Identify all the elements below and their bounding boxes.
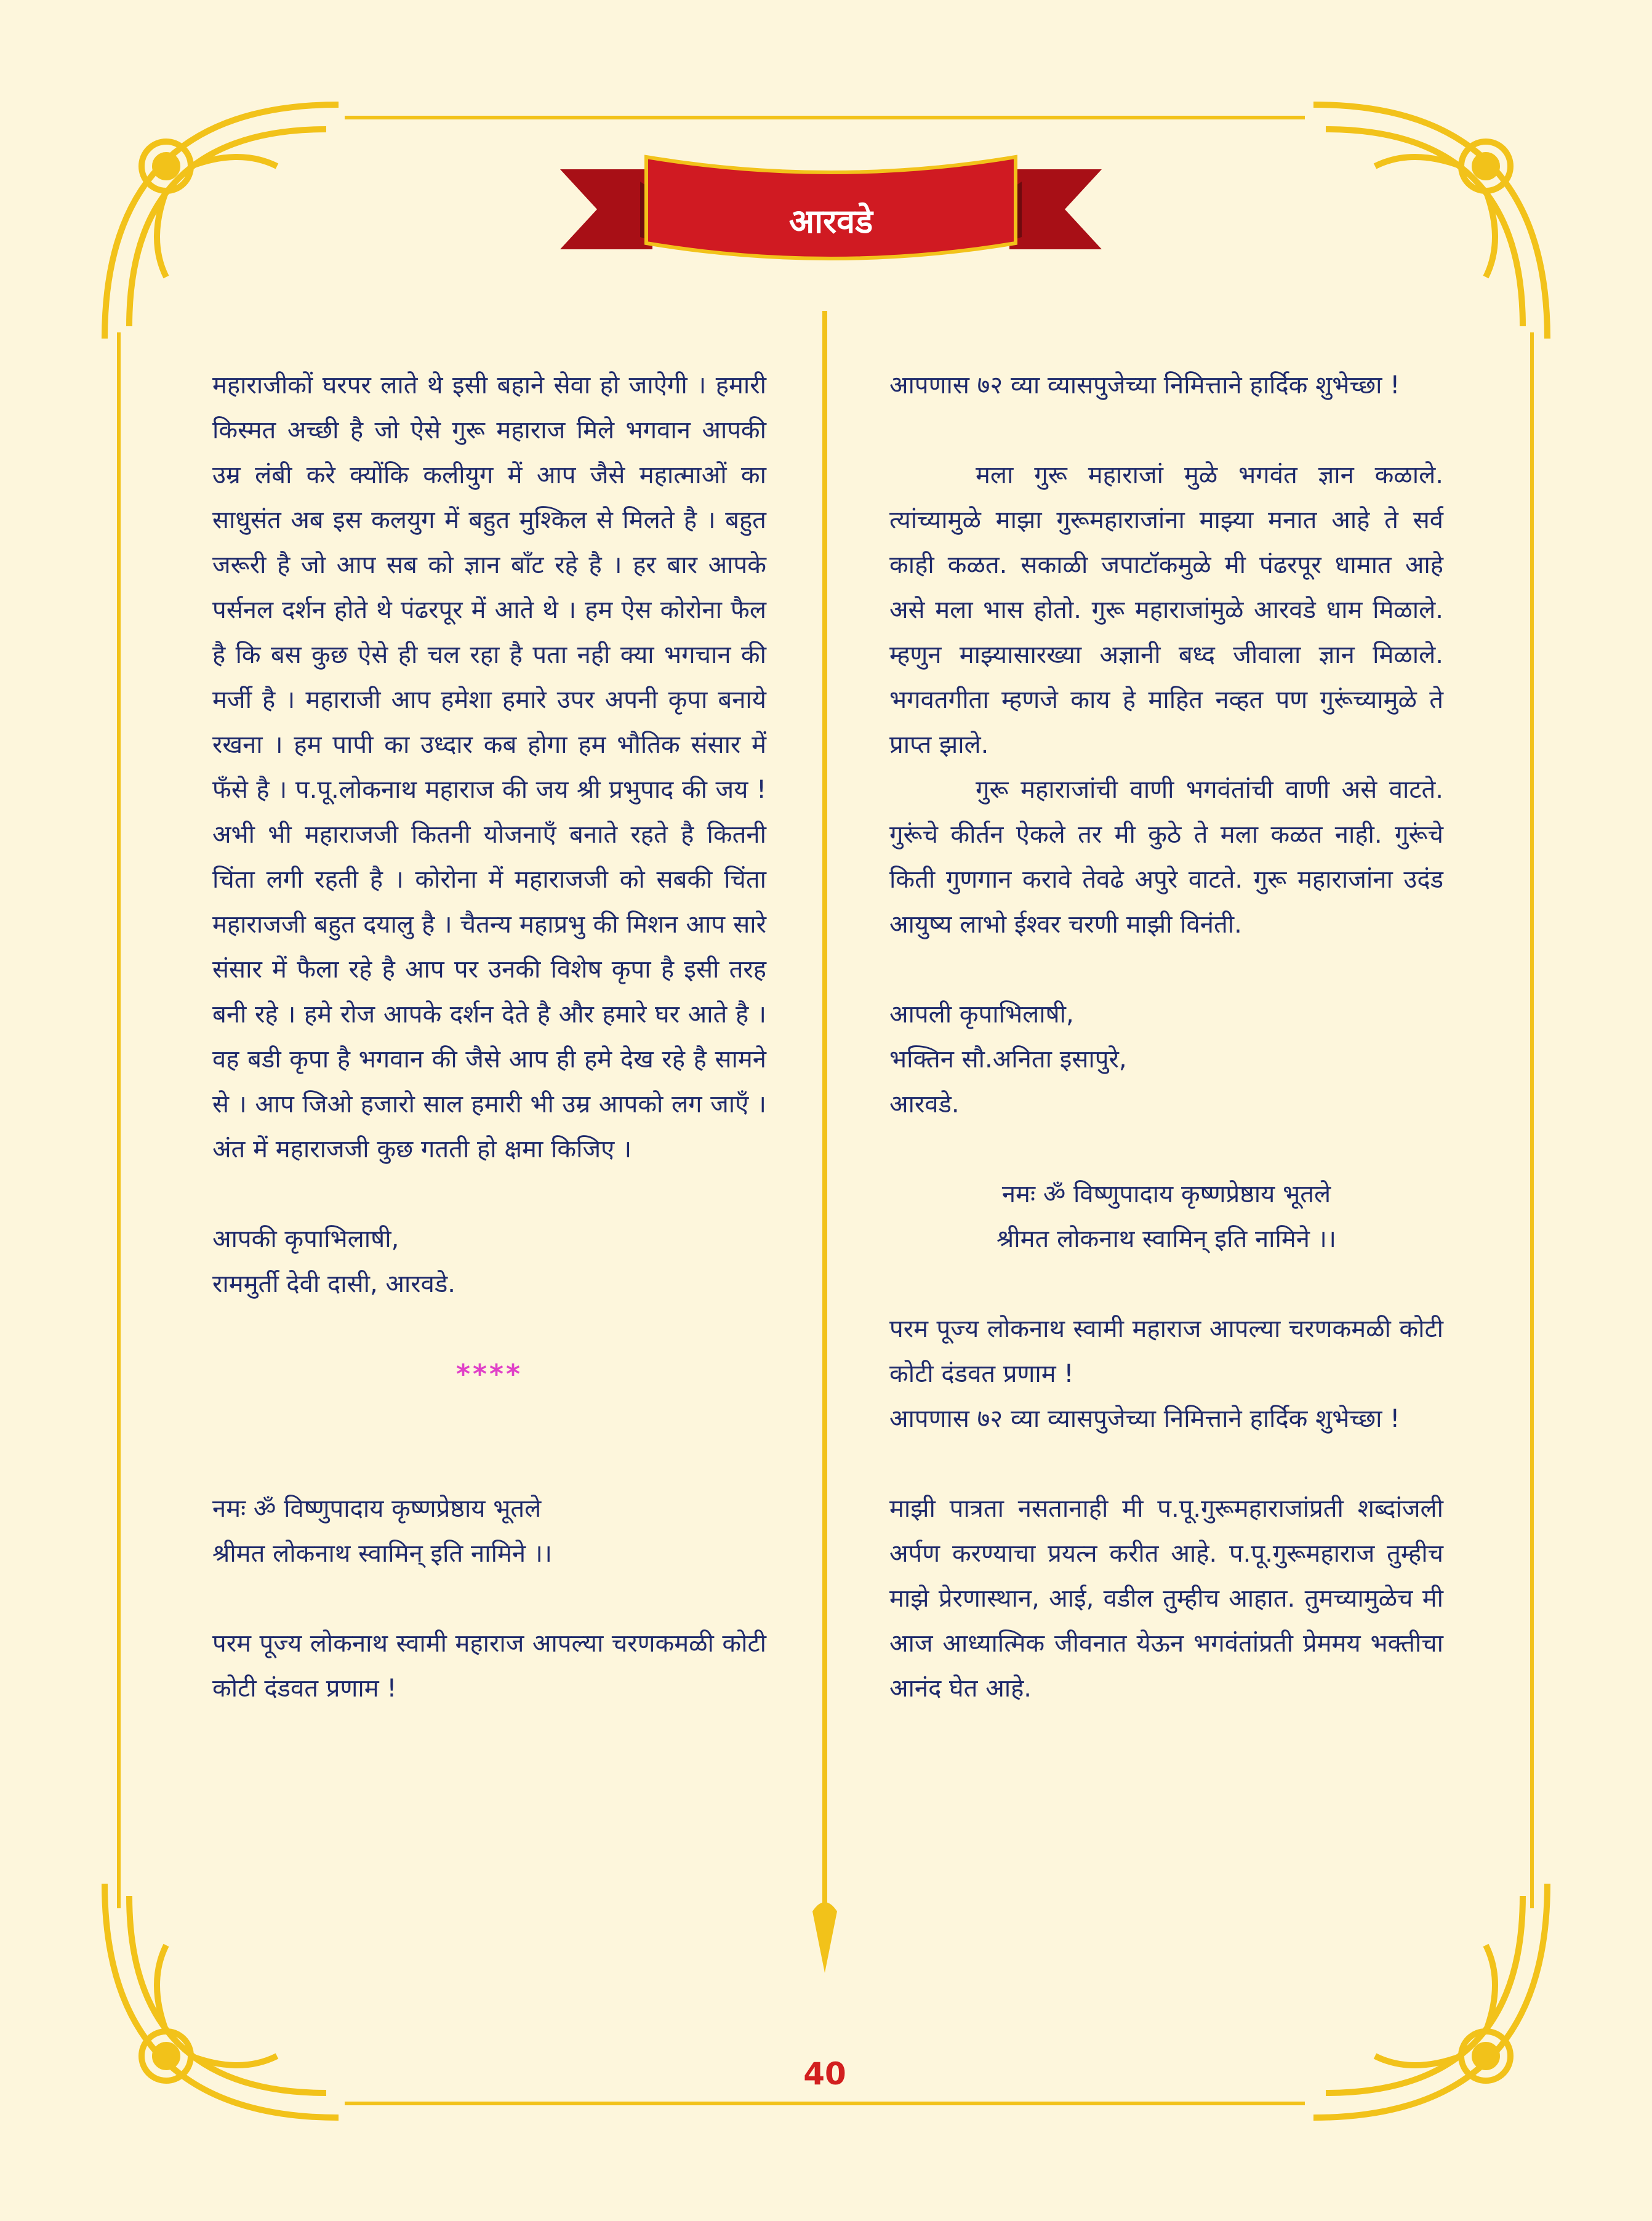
corner-ornament-bottom-right bbox=[1301, 1871, 1560, 2130]
left-mantra-line-1: नमः ॐ विष्णुपादाय कृष्णप्रेष्ठाय भूतले bbox=[212, 1495, 542, 1523]
right-signoff-line-2: भक्तिन सौ.अनिता इसापुरे, bbox=[889, 1045, 1127, 1074]
page-number: 40 bbox=[803, 2056, 846, 2092]
frame-bottom-line bbox=[345, 2102, 1305, 2105]
frame-left-line bbox=[117, 332, 121, 1908]
left-closing-salutation: परम पूज्य लोकनाथ स्वामी महाराज आपल्या चरणकमळी कोटी कोटी दंडवत प्रणाम ! bbox=[212, 1629, 766, 1703]
right-greeting-2: आपणास ७२ व्या व्यासपुजेच्या निमित्ताने हार्दिक शुभेच्छा ! bbox=[889, 1405, 1400, 1433]
right-closing-salutation: परम पूज्य लोकनाथ स्वामी महाराज आपल्या चरणकमळी कोटी कोटी दंडवत प्रणाम ! bbox=[889, 1315, 1443, 1388]
left-letter-body: महाराजीकों घरपर लाते थे इसी बहाने सेवा हो जाऐगी । हमारी किस्मत अच्छी है जो ऐसे गुरू महाराज मिले भगवान आपकी उम्र लंबी करे क्योंकि कलीयुग में आप जैसे महात्माओं का साधुसंत अब इस कलयुग में बहुत मुश्किल से मिलते है । बहुत जरूरी है जो आप सब को ज्ञान बाँट रहे है । हर बार आपके पर्सनल दर्शन होते थे पंढरपूर में आते थे । हम ऐस कोरोना फैल है कि बस कुछ ऐसे ही चल रहा है पता नही क्या भगचान की मर्जी है । महाराजी आप हमेशा हमारे उपर अपनी कृपा बनाये रखना । हम पापी का उध्दार कब होगा हम भौतिक संसार में फँसे है । प.पू.लोकनाथ महाराज की जय श्री प्रभुपाद की जय ! अभी भी महाराजजी कितनी योजनाएँ बनाते रहते है कितनी चिंता लगी रहती है । कोरोना में महाराजजी को सबकी चिंता महाराजजी बहुत दयालु है । चैतन्य महाप्रभु की मिशन आप सारे संसार में फैला रहे है आप पर उनकी विशेष कृपा है इसी तरह बनी रहे । हमे रोज आपके दर्शन देते है और हमारे घर आते है । वह बडी कृपा है भगवान की जैसे आप ही हमे देख रहे है सामने से । आप जिओ हजारो साल हमारी भी उम्र आपको लग जाएँ । अंत में महाराजजी कुछ गतती हो क्षमा किजिए । bbox=[212, 371, 766, 1163]
right-paragraph-1: मला गुरू महाराजां मुळे भगवंत ज्ञान कळाले. त्यांच्यामुळे माझा गुरूमहाराजांना माझ्या मनात आहे ते सर्व काही कळत. सकाळी जपाटॉकमुळे मी पंढरपूर धामात आहे असे मला भास होतो. गुरू महाराजांमुळे आरवडे धाम मिळाले. म्हणुन माझ्यासारख्या अज्ञानी बध्द जीवाला ज्ञान मिळाले. भगवतगीता म्हणजे काय हे माहित नव्हत पण गुरूंच्यामुळे ते प्राप्त झाले. bbox=[889, 461, 1443, 759]
right-signoff-line-3: आरवडे. bbox=[889, 1090, 960, 1119]
left-column bbox=[212, 363, 766, 1711]
page-title: आरवडे bbox=[788, 201, 873, 241]
left-signoff-line-1: आपकी कृपाभिलाषी, bbox=[212, 1225, 399, 1253]
frame-top-line bbox=[345, 116, 1305, 119]
right-mantra-line-2: श्रीमत लोकनाथ स्वामिन् इति नामिने ।। bbox=[996, 1225, 1337, 1253]
right-paragraph-3: माझी पात्रता नसतानाही मी प.पू.गुरूमहाराजांप्रती शब्दांजली अर्पण करण्याचा प्रयत्न करीत आहे. प.पू.गुरूमहाराज तुम्हीच माझे प्रेरणास्थान, आई, वडील तुम्हीच आहात. तुमच्यामुळेच मी आज आध्यात्मिक जीवनात येऊन भगवंतांप्रती प्रेममय भक्तीचा आनंद घेत आहे. bbox=[889, 1495, 1443, 1703]
frame-right-line bbox=[1530, 332, 1534, 1908]
corner-ornament-top-right bbox=[1301, 92, 1560, 351]
left-mantra-line-2: श्रीमत लोकनाथ स्वामिन् इति नामिने ।। bbox=[212, 1540, 553, 1568]
right-mantra-line-1: नमः ॐ विष्णुपादाय कृष्णप्रेष्ठाय भूतले bbox=[1001, 1180, 1331, 1208]
right-paragraph-2: गुरू महाराजांची वाणी भगवंतांची वाणी असे वाटते. गुरूंचे कीर्तन ऐकले तर मी कुठे ते मला कळत नाही. गुरूंचे किती गुणगान करावे तेवढे अपुरे वाटते. गुरू महाराजांना उदंड आयुष्य लाभो ईश्वर चरणी माझी विनंती. bbox=[889, 776, 1443, 939]
column-divider bbox=[812, 311, 837, 1973]
right-column bbox=[889, 363, 1443, 1711]
right-greeting: आपणास ७२ व्या व्यासपुजेच्या निमित्ताने हार्दिक शुभेच्छा ! bbox=[889, 371, 1400, 400]
corner-ornament-bottom-left bbox=[92, 1871, 351, 2130]
corner-ornament-top-left bbox=[92, 92, 351, 351]
right-signoff-line-1: आपली कृपाभिलाषी, bbox=[889, 1000, 1074, 1029]
left-signoff-line-2: राममुर्ती देवी दासी, आरवडे. bbox=[212, 1270, 456, 1298]
section-separator: **** bbox=[455, 1359, 523, 1390]
